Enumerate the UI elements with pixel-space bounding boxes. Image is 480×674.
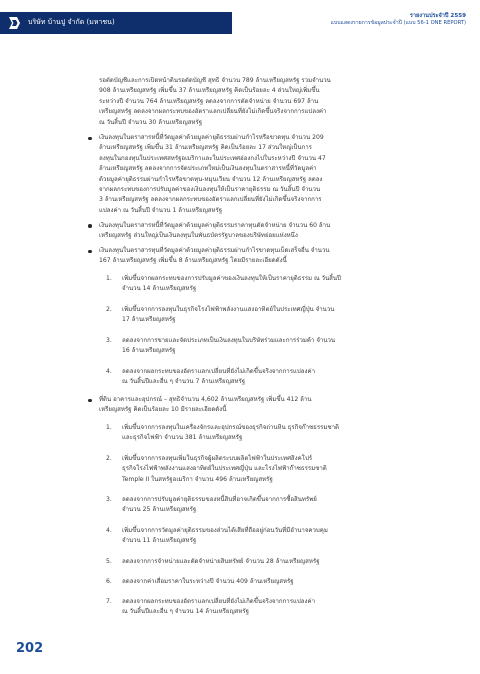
item-number: 7. [106,598,112,605]
text-line: ลงทุนในกองทุนในประเทศสหรัฐอเมริกาและในประเทศฮ่องกงไปในระหว่างปี จำนวน 47 [99,154,326,162]
text-line: และธุรกิจไฟฟ้า จำนวน 381 ล้านเหรียญสหรัฐ [122,434,243,442]
text-line: ลดลงจากการปรับมูลค่ายุติธรรมของหนี้สินที่อาจเกิดขึ้นจากการซื้อสินทรัพย์ [122,496,317,503]
bullet-icon [88,399,92,403]
text-line: 3 ล้านเหรียญสหรัฐ ลดลงจากผลกระทบของอัตราแลกเปลี่ยนที่ยังไม่เกิดขึ้นจริงจากการ [99,196,322,204]
text-line: 17 ล้านเหรียญสหรัฐ [122,316,176,324]
item-number: 6. [106,578,112,585]
text-line: เพิ่มขึ้นจากการลงทุนในเครื่องจักรและอุปกรณ์ของธุรกิจถ่านหิน ธุรกิจก๊าซธรรมชาติ [122,424,339,431]
item-number: 3. [106,337,112,344]
text-line: ณ วันสิ้นปีและอื่น ๆ จำนวน 7 ล้านเหรียญสหรัฐ [122,378,246,386]
text-line: ลดลงจากการจำหน่ายและตัดจำหน่ายสินทรัพย์ จำนวน 28 ล้านเหรียญสหรัฐ [122,558,320,565]
report-line-2: แบบแสดงรายการข้อมูลประจำปี (แบบ 56-1 ONE REPORT) [330,20,466,26]
text-line: แปลงค่า ณ วันสิ้นปี จำนวน 1 ล้านเหรียญสหรัฐ [99,206,223,214]
text-line: ลดลงจากการขายและจัดประเภทเป็นเงินลงทุนในบริษัทร่วมและการร่วมค้า จำนวน [122,337,336,344]
item-number: 4. [106,527,112,534]
text-line: ลดลงจากผลกระทบของอัตราแลกเปลี่ยนที่ยังไม่เกิดขึ้นจริงจากการแปลงค่า [122,598,315,605]
text-line: เพิ่มขึ้นจากการวัดมูลค่ายุติธรรมของส่วนได้เสียที่ถืออยู่ก่อนวันที่มีอำนาจควบคุม [122,527,328,534]
text-line: ล้านเหรียญสหรัฐ เพิ่มขึ้น 31 ล้านเหรียญสหรัฐ คิดเป็นร้อยละ 17 ส่วนใหญ่เป็นการ [99,144,312,152]
bullet-icon [88,250,92,254]
text-line: Temple II ในสหรัฐอเมริกา จำนวน 496 ล้านเหรียญสหรัฐ [122,475,273,483]
item-number: 4. [106,368,112,375]
text-line: จำนวน 25 ล้านเหรียญสหรัฐ [122,506,197,514]
text-line: ระหว่างปี จำนวน 764 ล้านเหรียญสหรัฐ ลดลงจากการตัดจำหน่าย จำนวน 697 ล้าน [99,97,319,105]
text-line: เงินลงทุนในตราสารหนี้ที่วัดมูลค่าด้วยมูลค่ายุติธรรมผ่านกำไรหรือขาดทุน จำนวน 209 [99,134,324,141]
text-line: รอตัดบัญชีและการเปิดหน้าดินรอตัดบัญชี สุทธิ จำนวน 789 ล้านเหรียญสหรัฐ รวมจำนวน [99,77,331,84]
item-number: 2. [106,455,112,462]
text-line: เงินลงทุนในตราสารหนี้ที่วัดมูลค่าด้วยมูลค่ายุติธรรมราคาทุนตัดจำหน่าย จำนวน 60 ล้าน [99,221,331,229]
text-line: เหรียญสหรัฐ ส่วนใหญ่เป็นเงินลงทุนในพันธบัตรรัฐบาลของบริษัทย่อยแห่งหนึ่ง [99,231,298,239]
bullet-icon [88,137,92,141]
report-line-1: รายงานประจำปี 2559 [409,13,466,19]
text-line: ลดลงจากค่าเสื่อมราคาในระหว่างปี จำนวน 409 ล้านเหรียญสหรัฐ [122,578,294,585]
text-line: เหรียญสหรัฐ คิดเป็นร้อยละ 10 มีรายละเอียดดังนี้ [99,406,227,414]
text-line: จากผลกระทบของการปรับมูลค่าของเงินลงทุนให้เป็นราคายุติธรรม ณ วันสิ้นปี จำนวน [99,186,321,193]
text-line: ณ วันสิ้นปี จำนวน 30 ล้านเหรียญสหรัฐ [99,118,203,126]
text-line: 16 ล้านเหรียญสหรัฐ [122,347,176,355]
text-line: เพิ่มขึ้นจากการลงทุนเพิ่มในธุรกิจผู้ผลิตระบบผลิตไฟฟ้าในประเทศสิงคโปร์ [122,455,313,462]
item-number: 2. [106,306,112,313]
company-name: บริษัท บ้านปู จำกัด (มหาชน) [28,18,115,26]
text-line: เพิ่มขึ้นจากผลกระทบของการปรับมูลค่าของเงินลงทุนให้เป็นราคายุติธรรม ณ วันสิ้นปี [122,275,341,282]
text-line: เงินลงทุนในตราสารทุนที่วัดมูลค่าด้วยมูลค่ายุติธรรมผ่านกำไรขาดทุนเบ็ดเสร็จอื่น จำนวน [99,247,330,254]
item-number: 1. [106,275,112,282]
text-line: ล้านเหรียญสหรัฐ ลดลงจากการจัดประเภทใหม่เป็นเงินลงทุนในตราสารหนี้ที่วัดมูลค่า [99,165,317,173]
bullet-icon [88,224,92,228]
page-number: 202 [16,641,44,656]
text-line: เหรียญสหรัฐ ลดลงจากผลกระทบของอัตราแลกเปลี่ยนที่ยังไม่เกิดขึ้นจริงจากการแปลงค่า [99,108,327,116]
item-number: 1. [106,424,112,431]
text-line: 167 ล้านเหรียญสหรัฐ เพิ่มขึ้น 8 ล้านเหรียญสหรัฐ โดยมีรายละเอียดดังนี้ [99,257,287,265]
text-line: ลดลงจากผลกระทบของอัตราแลกเปลี่ยนที่ยังไม่เกิดขึ้นจริงจากการแปลงค่า [122,368,315,375]
text-line: จำนวน 14 ล้านเหรียญสหรัฐ [122,285,197,293]
text-line: ธุรกิจโรงไฟฟ้าพลังงานแสงอาทิตย์ในประเทศญี่ปุ่น และโรงไฟฟ้าก๊าซธรรมชาติ [122,465,327,473]
item-number: 3. [106,496,112,503]
text-line: ณ วันสิ้นปีและอื่น ๆ จำนวน 14 ล้านเหรียญสหรัฐ [122,608,250,616]
text-line: 908 ล้านเหรียญสหรัฐ เพิ่มขึ้น 37 ล้านเหรียญสหรัฐ คิดเป็นร้อยละ 4 ส่วนใหญ่เพิ่มขึ้น [99,87,320,95]
text-line: ที่ดิน อาคารและอุปกรณ์ – สุทธิจำนวน 4,602 ล้านเหรียญสหรัฐ เพิ่มขึ้น 412 ล้าน [99,396,312,403]
text-line: ด้วยมูลค่ายุติธรรมผ่านกำไรหรือขาดทุน-หมุนเวียน จำนวน 12 ล้านเหรียญสหรัฐ ลดลง [99,175,323,183]
text-line: จำนวน 11 ล้านเหรียญสหรัฐ [122,537,197,545]
text-line: เพิ่มขึ้นจากการลงทุนในธุรกิจโรงไฟฟ้าพลังงานแสงอาทิตย์ในประเทศญี่ปุ่น จำนวน [122,306,335,313]
item-number: 5. [106,558,112,565]
